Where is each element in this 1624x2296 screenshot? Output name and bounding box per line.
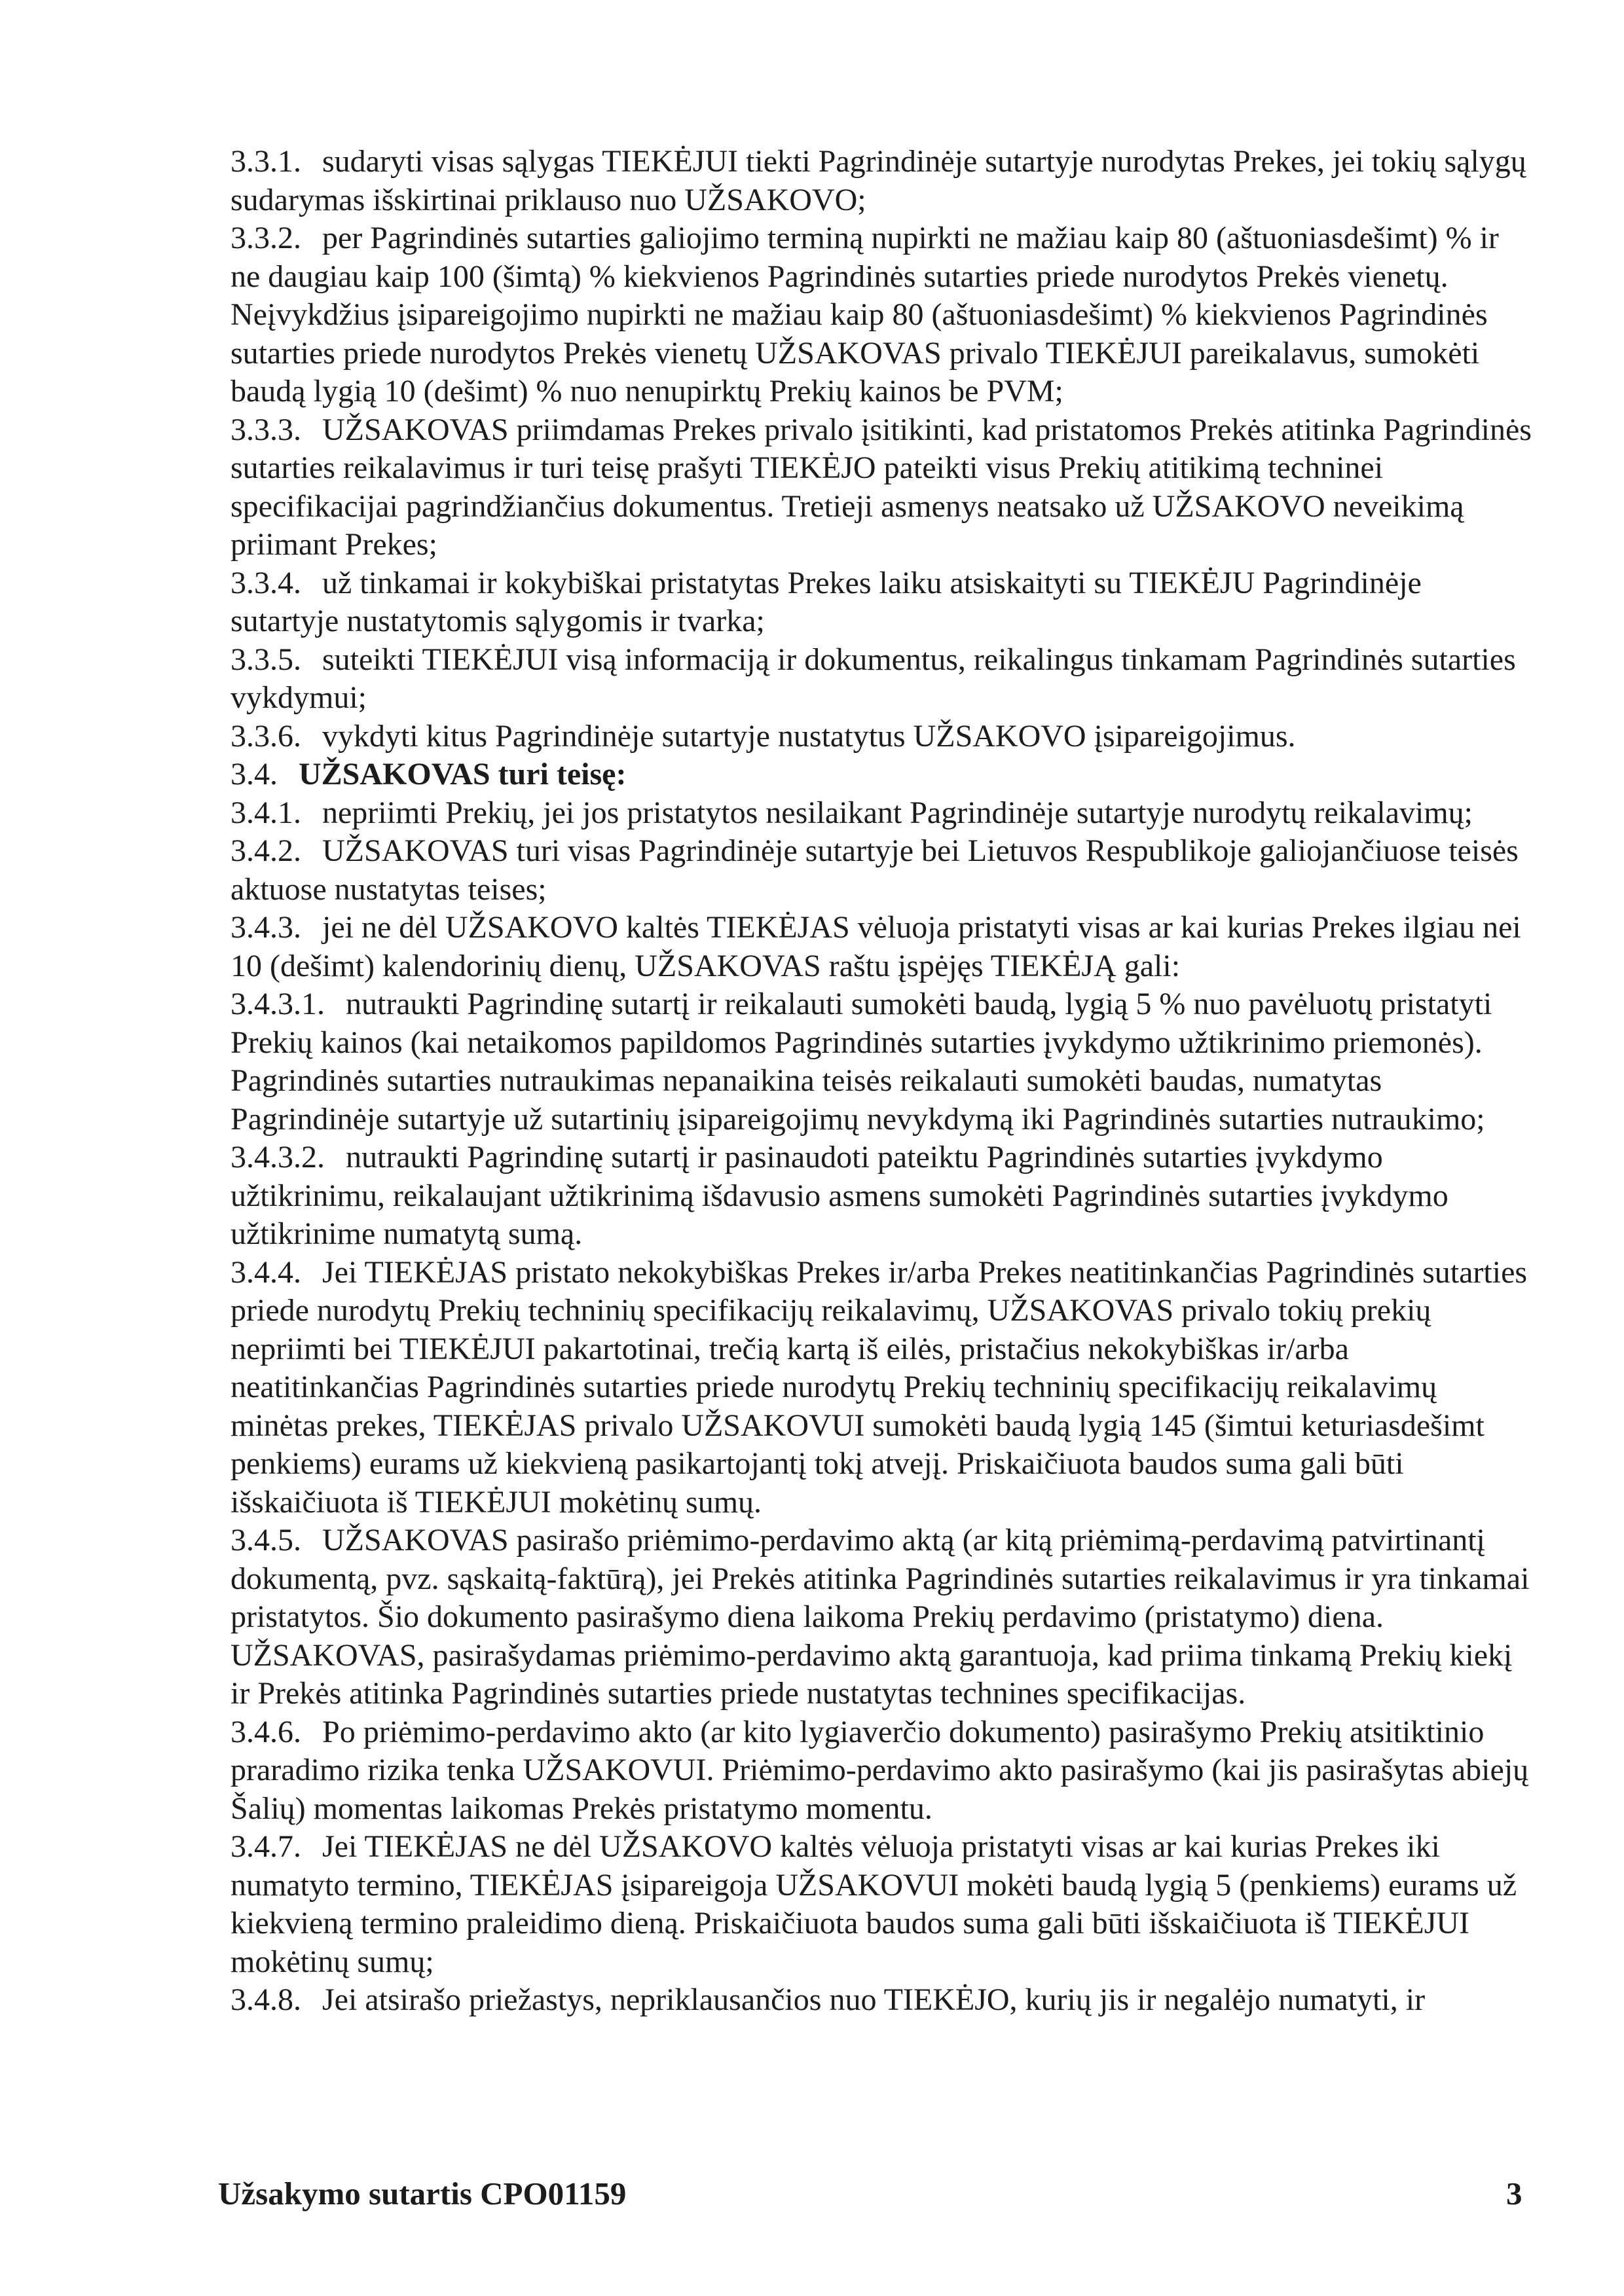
- clause-text: jei ne dėl UŽSAKOVO kaltės TIEKĖJAS vėluoja pristatyti visas ar kai kurias Prekes ilgiau nei 10 (dešimt) kalendorinių dienų, UŽSAKOVAS raštu įspėjęs TIEKĖJĄ gali:: [231, 910, 1521, 983]
- clause-3-4-6: [231, 1713, 1534, 1829]
- clause-3-4-1: [231, 794, 1534, 833]
- clause-text: nepriimti Prekių, jei jos pristatytos nesilaikant Pagrindinėje sutartyje nurodytų reikalavimų;: [322, 795, 1473, 830]
- clause-number: 3.4.1.: [231, 795, 301, 830]
- clause-text: UŽSAKOVAS turi visas Pagrindinėje sutartyje bei Lietuvos Respublikoje galiojančiuose teisės aktuose nustatytas teises;: [231, 833, 1519, 907]
- clause-text: per Pagrindinės sutarties galiojimo terminą nupirkti ne mažiau kaip 80 (aštuoniasdešimt) % ir ne daugiau kaip 100 (šimtą) % kiekvienos Pagrindinės sutarties priede nurodytos Prekės vienetų. Neįvykdžius įsipareigojimo nupirkti ne mažiau kaip 80 (aštuoniasdešimt) % kiekvienos Pagrindinės sutarties priede nurodytos Prekės vienetų UŽSAKOVAS privalo TIEKĖJUI pareikalavus, sumokėti baudą lygią 10 (dešimt) % nuo nenupirktų Prekių kainos be PVM;: [231, 221, 1499, 409]
- clause-text: UŽSAKOVAS pasirašo priėmimo-perdavimo aktą (ar kitą priėmimą-perdavimą patvirtinantį dokumentą, pvz. sąskaitą-faktūrą), jei Prekės atitinka Pagrindinės sutarties reikalavimus ir yra tinkamai pristatytos. Šio dokumento pasirašymo diena laikoma Prekių perdavimo (pristatymo) diena. UŽSAKOVAS, pasirašydamas priėmimo-perdavimo aktą garantuoja, kad priima tinkamą Prekių kiekį ir Prekės atitinka Pagrindinės sutarties priede nustatytas technines specifikacijas.: [231, 1523, 1530, 1711]
- clause-3-4-8: [231, 1981, 1534, 2020]
- clause-text: už tinkamai ir kokybiškai pristatytas Prekes laiku atsiskaityti su TIEKĖJU Pagrindinėje sutartyje nustatytomis sąlygomis ir tvarka;: [231, 565, 1422, 638]
- clause-text: suteikti TIEKĖJUI visą informaciją ir dokumentus, reikalingus tinkamam Pagrindinės sutarties vykdymui;: [231, 642, 1516, 715]
- clause-number: 3.4.8.: [231, 1982, 301, 2017]
- clause-text: Po priėmimo-perdavimo akto (ar kito lygiaverčio dokumento) pasirašymo Prekių atsitiktinio praradimo rizika tenka UŽSAKOVUI. Priėmimo-perdavimo akto pasirašymo (kai jis pasirašytas abiejų Šalių) momentas laikomas Prekės pristatymo momentu.: [231, 1714, 1529, 1826]
- clause-3-4-2: [231, 832, 1534, 909]
- clause-text: sudaryti visas sąlygas TIEKĖJUI tiekti Pagrindinėje sutartyje nurodytas Prekes, jei tokių sąlygų sudarymas išskirtinai priklauso nuo UŽSAKOVO;: [231, 144, 1526, 217]
- clause-3-3-1: [231, 143, 1534, 219]
- clause-number: 3.4.6.: [231, 1714, 301, 1749]
- clause-number: 3.4.2.: [231, 833, 301, 868]
- clause-3-4-3-2: [231, 1139, 1534, 1254]
- clause-text: nutraukti Pagrindinę sutartį ir reikalauti sumokėti baudą, lygią 5 % nuo pavėluotų pristatyti Prekių kainos (kai netaikomos papildomos Pagrindinės sutarties įvykdymo užtikrinimo priemonės). Pagrindinės sutarties nutraukimas nepanaikina teisės reikalauti sumokėti baudas, numatytas Pagrindinėje sutartyje už sutartinių įsipareigojimų nevykdymą iki Pagrindinės sutarties nutraukimo;: [231, 987, 1492, 1137]
- clause-number: 3.3.1.: [231, 144, 301, 179]
- clause-number: 3.4.3.1.: [231, 987, 325, 1021]
- clause-3-4-3-1: [231, 985, 1534, 1139]
- contract-body: [231, 143, 1534, 2020]
- clause-3-4-4: [231, 1254, 1534, 1522]
- page-number: 3: [1506, 2176, 1522, 2212]
- footer-title: Užsakymo sutartis CPO01159: [218, 2176, 627, 2212]
- clause-number: 3.4.5.: [231, 1523, 301, 1558]
- clause-number: 3.4.7.: [231, 1829, 301, 1864]
- clause-3-3-2: [231, 219, 1534, 411]
- clause-number: 3.4.4.: [231, 1254, 301, 1290]
- clause-3-3-3: [231, 411, 1534, 564]
- clause-text: Jei atsirašo priežastys, nepriklausančios nuo TIEKĖJO, kurių jis ir negalėjo numatyti, ir: [322, 1982, 1426, 2017]
- section-heading: UŽSAKOVAS turi teisę:: [299, 757, 627, 792]
- clause-number: 3.3.5.: [231, 642, 301, 677]
- clause-number: 3.3.2.: [231, 221, 301, 255]
- section-3-4-heading: [231, 756, 1534, 794]
- clause-3-3-4: [231, 564, 1534, 641]
- clause-number: 3.4.3.2.: [231, 1140, 325, 1175]
- clause-text: Jei TIEKĖJAS pristato nekokybiškas Prekes ir/arba Prekes neatitinkančias Pagrindinės sutarties priede nurodytų Prekių techninių specifikacijų reikalavimų, UŽSAKOVAS privalo tokių prekių nepriimti bei TIEKĖJUI pakartotinai, trečią kartą iš eilės, pristačius nekokybiškas ir/arba neatitinkančias Pagrindinės sutarties priede nurodytų Prekių techninių specifikacijų reikalavimų minėtas prekes, TIEKĖJAS privalo UŽSAKOVUI sumokėti baudą lygią 145 (šimtui keturiasdešimt penkiems) eurams už kiekvieną pasikartojantį tokį atvejį. Priskaičiuota baudos suma gali būti išskaičiuota iš TIEKĖJUI mokėtinų sumų.: [231, 1254, 1528, 1520]
- clause-text: UŽSAKOVAS priimdamas Prekes privalo įsitikinti, kad pristatomos Prekės atitinka Pagrindinės sutarties reikalavimus ir turi teisę prašyti TIEKĖJO pateikti visus Prekių atitikimą techninei specifikacijai pagrindžiančius dokumentus. Tretieji asmenys neatsako už UŽSAKOVO neveikimą priimant Prekes;: [231, 412, 1532, 562]
- clause-3-3-5: [231, 641, 1534, 718]
- clause-text: nutraukti Pagrindinę sutartį ir pasinaudoti pateiktu Pagrindinės sutarties įvykdymo užtikrinimu, reikalaujant užtikrinimą išdavusio asmens sumokėti Pagrindinės sutarties įvykdymo užtikrinime numatytą sumą.: [231, 1140, 1449, 1251]
- clause-number: 3.4.3.: [231, 910, 301, 945]
- clause-text: Jei TIEKĖJAS ne dėl UŽSAKOVO kaltės vėluoja pristatyti visas ar kai kurias Prekes iki numatyto termino, TIEKĖJAS įsipareigoja UŽSAKOVUI mokėti baudą lygią 5 (penkiems) eurams už kiekvieną termino praleidimo dieną. Priskaičiuota baudos suma gali būti išskaičiuota iš TIEKĖJUI mokėtinų sumų;: [231, 1829, 1517, 1979]
- clause-3-4-7: [231, 1828, 1534, 1981]
- section-number: 3.4.: [231, 757, 278, 792]
- clause-3-4-3: [231, 909, 1534, 985]
- clause-3-3-6: [231, 718, 1534, 756]
- clause-text: vykdyti kitus Pagrindinėje sutartyje nustatytus UŽSAKOVO įsipareigojimus.: [322, 718, 1296, 754]
- clause-3-4-5: [231, 1522, 1534, 1713]
- clause-number: 3.3.3.: [231, 412, 301, 447]
- clause-number: 3.3.4.: [231, 565, 301, 600]
- clause-number: 3.3.6.: [231, 718, 301, 754]
